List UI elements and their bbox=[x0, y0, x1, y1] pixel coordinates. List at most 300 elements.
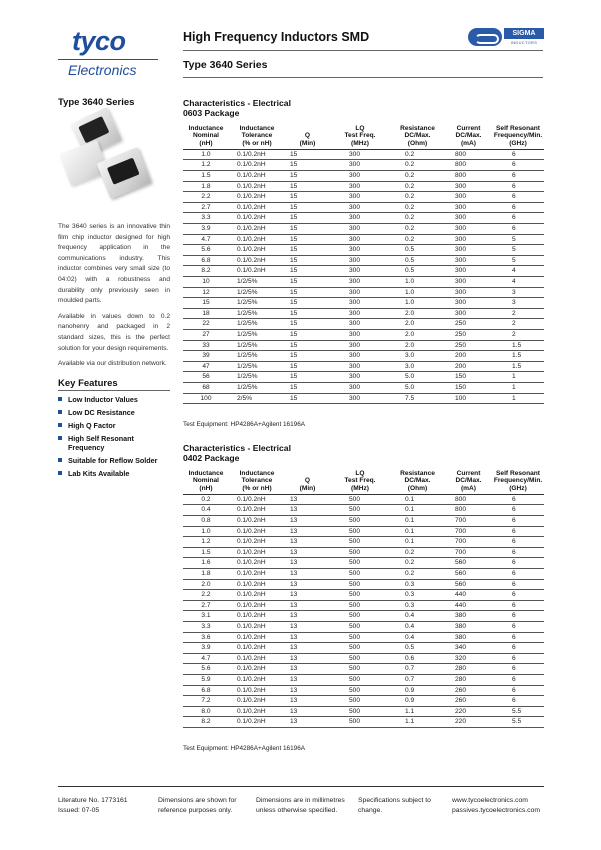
table-cell: 1.5 bbox=[492, 351, 544, 362]
table-cell: 500 bbox=[330, 600, 390, 611]
table-cell: 560 bbox=[445, 569, 492, 580]
table-cell: 5 bbox=[492, 234, 544, 245]
table-cell: 0.1/0.2nH bbox=[229, 192, 285, 203]
table-cell: 15 bbox=[285, 351, 330, 362]
table-row bbox=[183, 329, 544, 340]
column-header-line: Frequency/Min. bbox=[493, 477, 543, 485]
product-photo bbox=[58, 110, 158, 205]
table-cell: 0.9 bbox=[390, 696, 445, 707]
table-cell: 18 bbox=[183, 308, 229, 319]
table-cell: 6 bbox=[492, 494, 544, 505]
table-cell: 15 bbox=[183, 298, 229, 309]
test-equipment-note: Test Equipment: HP4286A+Agilent 16196A bbox=[183, 745, 306, 752]
table-row bbox=[183, 558, 544, 569]
table-cell: 0.1/0.2nH bbox=[229, 537, 285, 548]
table-row bbox=[183, 393, 544, 404]
table-cell: 1 bbox=[492, 393, 544, 404]
key-feature-label: Suitable for Reflow Solder bbox=[68, 456, 158, 465]
table-cell: 100 bbox=[445, 393, 492, 404]
table-cell: 440 bbox=[445, 590, 492, 601]
header-rule-bottom bbox=[183, 77, 543, 78]
table-cell: 500 bbox=[330, 516, 390, 527]
table-cell: 500 bbox=[330, 558, 390, 569]
table-cell: 300 bbox=[330, 160, 390, 171]
table-row bbox=[183, 277, 544, 288]
table-cell: 15 bbox=[285, 171, 330, 182]
table-cell: 0.8 bbox=[183, 516, 229, 527]
table-cell: 5.6 bbox=[183, 245, 229, 256]
logo-wordmark: tyco bbox=[72, 26, 126, 56]
table-cell: 6 bbox=[492, 685, 544, 696]
table-cell: 0.7 bbox=[390, 674, 445, 685]
key-feature-item bbox=[58, 408, 170, 417]
table-cell: 7.2 bbox=[183, 696, 229, 707]
table-cell: 1.1 bbox=[390, 717, 445, 728]
table-cell: 22 bbox=[183, 319, 229, 330]
table-row bbox=[183, 192, 544, 203]
table-row bbox=[183, 600, 544, 611]
table-cell: 13 bbox=[285, 674, 330, 685]
table-cell: 0.1/0.2nH bbox=[229, 494, 285, 505]
table-cell: 500 bbox=[330, 611, 390, 622]
column-header-line: DC/Max. bbox=[455, 477, 482, 485]
table-cell: 39 bbox=[183, 351, 229, 362]
table-cell: 6.8 bbox=[183, 685, 229, 696]
table-cell: 0.1/0.2nH bbox=[229, 664, 285, 675]
table-cell: 13 bbox=[285, 505, 330, 516]
table-cell: 15 bbox=[285, 224, 330, 235]
footer-dimensions-reference bbox=[158, 796, 248, 816]
table-cell: 0.1/0.2nH bbox=[229, 706, 285, 717]
table-cell: 500 bbox=[330, 696, 390, 707]
table-cell: 15 bbox=[285, 149, 330, 160]
table-cell: 0.5 bbox=[390, 643, 445, 654]
table-cell: 300 bbox=[330, 202, 390, 213]
table-cell: 0.2 bbox=[390, 160, 445, 171]
characteristics-table-0603 bbox=[183, 125, 544, 404]
table-cell: 13 bbox=[285, 547, 330, 558]
table-cell: 0.1/0.2nH bbox=[229, 505, 285, 516]
table-cell: 3 bbox=[492, 287, 544, 298]
description-paragraph: Available in values down to 0.2 nanohenry and packaged in 2 standard sizes, this is the perfect solution for your design requirements. bbox=[58, 312, 170, 352]
table-cell: 220 bbox=[445, 706, 492, 717]
table-cell: 68 bbox=[183, 382, 229, 393]
table-row bbox=[183, 181, 544, 192]
table-cell: 500 bbox=[330, 494, 390, 505]
table-cell: 15 bbox=[285, 202, 330, 213]
footer-text: Specifications subject to bbox=[358, 797, 431, 804]
table-cell: 2.0 bbox=[390, 308, 445, 319]
table-cell: 0.2 bbox=[390, 224, 445, 235]
table-row bbox=[183, 674, 544, 685]
table-cell: 0.4 bbox=[390, 622, 445, 633]
table-cell: 300 bbox=[445, 192, 492, 203]
table-cell: 300 bbox=[330, 340, 390, 351]
table-cell: 2.2 bbox=[183, 192, 229, 203]
sigma-inductors-logo bbox=[468, 28, 544, 46]
header-row bbox=[183, 470, 544, 494]
table-cell: 6 bbox=[492, 224, 544, 235]
table-cell: 700 bbox=[445, 516, 492, 527]
table-cell: 150 bbox=[445, 382, 492, 393]
table-cell: 0.2 bbox=[390, 213, 445, 224]
chip-inductor-image bbox=[96, 147, 151, 199]
key-feature-item bbox=[58, 434, 170, 452]
table-row bbox=[183, 579, 544, 590]
table-cell: 2.0 bbox=[390, 329, 445, 340]
table-cell: 1.5 bbox=[492, 340, 544, 351]
tyco-electronics-logo bbox=[58, 28, 168, 78]
column-header-line: (% or nH) bbox=[242, 139, 272, 147]
table-cell: 300 bbox=[330, 234, 390, 245]
table-cell: 0.1 bbox=[390, 516, 445, 527]
table-cell: 15 bbox=[285, 287, 330, 298]
literature-number: Literature No. 1773161 bbox=[58, 797, 128, 804]
table-cell: 1/2/5% bbox=[229, 298, 285, 309]
column-header bbox=[390, 125, 445, 149]
table-body bbox=[183, 149, 544, 403]
table-cell: 0.1/0.2nH bbox=[229, 224, 285, 235]
table-cell: 300 bbox=[330, 181, 390, 192]
table-cell: 1/2/5% bbox=[229, 372, 285, 383]
column-header-line: Current bbox=[456, 470, 481, 477]
table-cell: 4.7 bbox=[183, 653, 229, 664]
column-header-line: (mA) bbox=[460, 484, 477, 492]
footer-text: change. bbox=[358, 807, 383, 814]
table-cell: 6 bbox=[492, 579, 544, 590]
table-cell: 300 bbox=[445, 181, 492, 192]
table-cell: 500 bbox=[330, 706, 390, 717]
footer-literature bbox=[58, 796, 148, 816]
table-0402-title bbox=[183, 443, 291, 463]
table-cell: 0.1/0.2nH bbox=[229, 526, 285, 537]
table-cell: 0.2 bbox=[390, 558, 445, 569]
table-cell: 15 bbox=[285, 160, 330, 171]
table-cell: 6 bbox=[492, 547, 544, 558]
table-cell: 300 bbox=[445, 255, 492, 266]
table-cell: 300 bbox=[330, 224, 390, 235]
table-cell: 3.0 bbox=[390, 351, 445, 362]
table-cell: 6 bbox=[492, 213, 544, 224]
table-row bbox=[183, 590, 544, 601]
table-cell: 0.1/0.2nH bbox=[229, 622, 285, 633]
table-cell: 500 bbox=[330, 590, 390, 601]
column-header-line: (% or nH) bbox=[242, 484, 272, 492]
table-cell: 300 bbox=[445, 287, 492, 298]
table-row bbox=[183, 255, 544, 266]
table-cell: 6 bbox=[492, 160, 544, 171]
table-cell: 13 bbox=[285, 622, 330, 633]
table-cell: 13 bbox=[285, 643, 330, 654]
table-cell: 13 bbox=[285, 590, 330, 601]
table-cell: 300 bbox=[330, 245, 390, 256]
key-features-title: Key Features bbox=[58, 378, 118, 389]
table-cell: 0.1/0.2nH bbox=[229, 255, 285, 266]
table-row bbox=[183, 569, 544, 580]
column-header-line: Inductance bbox=[188, 125, 224, 132]
column-header bbox=[285, 125, 330, 149]
table-cell: 6 bbox=[492, 611, 544, 622]
column-header-line: (GHz) bbox=[509, 139, 527, 147]
column-header-line: (MHz) bbox=[351, 139, 369, 147]
column-header bbox=[183, 125, 229, 149]
table-cell: 2 bbox=[492, 308, 544, 319]
table-header bbox=[183, 125, 544, 149]
table-cell: 6 bbox=[492, 537, 544, 548]
column-header bbox=[445, 125, 492, 149]
footer-rule bbox=[58, 786, 544, 787]
table-cell: 380 bbox=[445, 632, 492, 643]
table-cell: 0.1/0.2nH bbox=[229, 696, 285, 707]
table-cell: 3.0 bbox=[390, 361, 445, 372]
table-cell: 500 bbox=[330, 643, 390, 654]
table-row bbox=[183, 526, 544, 537]
table-cell: 560 bbox=[445, 558, 492, 569]
table-cell: 300 bbox=[330, 393, 390, 404]
table-cell: 6 bbox=[492, 569, 544, 580]
table-cell: 15 bbox=[285, 329, 330, 340]
test-equipment-note: Test Equipment: HP4286A+Agilent 16196A bbox=[183, 421, 306, 428]
table-cell: 0.1/0.2nH bbox=[229, 611, 285, 622]
table-cell: 6 bbox=[492, 696, 544, 707]
table-row bbox=[183, 547, 544, 558]
table-cell: 300 bbox=[330, 372, 390, 383]
table-cell: 300 bbox=[445, 224, 492, 235]
column-header-line: Q bbox=[304, 477, 311, 485]
table-cell: 1.5 bbox=[183, 547, 229, 558]
table-cell: 15 bbox=[285, 245, 330, 256]
table-cell: 2.0 bbox=[183, 579, 229, 590]
table-row bbox=[183, 717, 544, 728]
table-cell: 6 bbox=[492, 202, 544, 213]
table-cell: 0.9 bbox=[390, 685, 445, 696]
column-header-line: Frequency/Min. bbox=[493, 132, 543, 140]
table-cell: 1.0 bbox=[390, 298, 445, 309]
column-header-line: Resistance bbox=[400, 470, 435, 477]
table-cell: 250 bbox=[445, 329, 492, 340]
table-cell: 2.7 bbox=[183, 202, 229, 213]
table-cell: 0.2 bbox=[390, 547, 445, 558]
table-cell: 15 bbox=[285, 255, 330, 266]
table-cell: 1 bbox=[492, 382, 544, 393]
table-cell: 1/2/5% bbox=[229, 382, 285, 393]
column-header-line: Test Freq. bbox=[344, 477, 376, 485]
column-header-line: Test Freq. bbox=[344, 132, 376, 140]
table-row bbox=[183, 494, 544, 505]
table-cell: 500 bbox=[330, 685, 390, 696]
table-cell: 800 bbox=[445, 171, 492, 182]
column-header-line: Inductance bbox=[188, 470, 224, 477]
table-cell: 500 bbox=[330, 579, 390, 590]
column-header bbox=[492, 125, 544, 149]
table-cell: 6 bbox=[492, 558, 544, 569]
table-cell: 13 bbox=[285, 632, 330, 643]
table-cell: 2/5% bbox=[229, 393, 285, 404]
table-cell: 3.3 bbox=[183, 622, 229, 633]
table-cell: 0.1/0.2nH bbox=[229, 717, 285, 728]
table-cell: 15 bbox=[285, 266, 330, 277]
table-cell: 6.8 bbox=[183, 255, 229, 266]
table-cell: 2 bbox=[492, 329, 544, 340]
table-cell: 300 bbox=[445, 202, 492, 213]
table-cell: 500 bbox=[330, 622, 390, 633]
column-header-line: Tolerance bbox=[241, 132, 273, 140]
table-cell: 1/2/5% bbox=[229, 308, 285, 319]
table-cell: 5.5 bbox=[492, 706, 544, 717]
table-cell: 13 bbox=[285, 516, 330, 527]
key-feature-item bbox=[58, 469, 170, 478]
column-header bbox=[285, 470, 330, 494]
table-cell: 15 bbox=[285, 308, 330, 319]
table-cell: 15 bbox=[285, 192, 330, 203]
table-cell: 800 bbox=[445, 505, 492, 516]
table-cell: 300 bbox=[330, 213, 390, 224]
table-cell: 13 bbox=[285, 696, 330, 707]
column-header bbox=[492, 470, 544, 494]
table-cell: 1/2/5% bbox=[229, 277, 285, 288]
table-cell: 700 bbox=[445, 537, 492, 548]
table-cell: 500 bbox=[330, 717, 390, 728]
table-cell: 13 bbox=[285, 526, 330, 537]
table-row bbox=[183, 696, 544, 707]
table-cell: 340 bbox=[445, 643, 492, 654]
column-header-line: DC/Max. bbox=[404, 477, 431, 485]
column-header-line: Inductance bbox=[239, 125, 275, 132]
table-cell: 300 bbox=[330, 351, 390, 362]
logo-divider bbox=[58, 59, 158, 60]
description-paragraph: The 3640 series is an innovative thin film chip inductor designed for high frequency application in the communications industry. This inductor combines very small size (to 04:02) with a robustness and durability only previously seen in moulded parts. bbox=[58, 223, 170, 305]
column-header-line: Resistance bbox=[400, 125, 435, 132]
table-cell: 6 bbox=[492, 590, 544, 601]
table-cell: 6 bbox=[492, 181, 544, 192]
table-cell: 5.9 bbox=[183, 674, 229, 685]
table-cell: 0.1/0.2nH bbox=[229, 653, 285, 664]
table-cell: 260 bbox=[445, 685, 492, 696]
table-cell: 5.5 bbox=[492, 717, 544, 728]
table-cell: 0.1/0.2nH bbox=[229, 579, 285, 590]
table-cell: 0.1/0.2nH bbox=[229, 632, 285, 643]
table-cell: 0.5 bbox=[390, 266, 445, 277]
bullet-square-icon bbox=[58, 471, 62, 475]
key-feature-label: Low Inductor Values bbox=[68, 395, 138, 404]
table-cell: 15 bbox=[285, 319, 330, 330]
table-cell: 1/2/5% bbox=[229, 329, 285, 340]
table-cell: 8.2 bbox=[183, 266, 229, 277]
table-cell: 6 bbox=[492, 643, 544, 654]
column-header-line: (nH) bbox=[199, 484, 213, 492]
table-cell: 13 bbox=[285, 706, 330, 717]
table-row bbox=[183, 287, 544, 298]
table-cell: 3.3 bbox=[183, 213, 229, 224]
table-cell: 300 bbox=[445, 213, 492, 224]
table-cell: 0.5 bbox=[390, 255, 445, 266]
table-cell: 300 bbox=[330, 287, 390, 298]
table-cell: 500 bbox=[330, 653, 390, 664]
table-row bbox=[183, 653, 544, 664]
table-row bbox=[183, 664, 544, 675]
table-header bbox=[183, 470, 544, 494]
table-row bbox=[183, 340, 544, 351]
footer-websites bbox=[452, 796, 552, 816]
table-cell: 260 bbox=[445, 696, 492, 707]
column-header-line: Self Resonant bbox=[496, 125, 540, 132]
table-row bbox=[183, 202, 544, 213]
footer-text: Dimensions are shown for bbox=[158, 797, 237, 804]
sigma-brand-sub: INDUCTORS bbox=[510, 40, 538, 45]
table-cell: 13 bbox=[285, 537, 330, 548]
table-cell: 0.1/0.2nH bbox=[229, 643, 285, 654]
table-cell: 6 bbox=[492, 526, 544, 537]
table-cell: 15 bbox=[285, 393, 330, 404]
table-cell: 1/2/5% bbox=[229, 287, 285, 298]
table-cell: 500 bbox=[330, 505, 390, 516]
key-feature-item bbox=[58, 395, 170, 404]
table-cell: 1.0 bbox=[390, 277, 445, 288]
table-cell: 0.1 bbox=[390, 494, 445, 505]
table-cell: 15 bbox=[285, 361, 330, 372]
column-header-line: (nH) bbox=[199, 139, 213, 147]
table-cell: 220 bbox=[445, 717, 492, 728]
table-cell: 13 bbox=[285, 558, 330, 569]
header-rule-top bbox=[183, 50, 543, 51]
table-cell: 0.6 bbox=[390, 653, 445, 664]
website-link[interactable]: passives.tycoelectronics.com bbox=[452, 807, 541, 814]
table-body bbox=[183, 494, 544, 727]
column-header-line: Current bbox=[456, 125, 481, 132]
table-cell: 47 bbox=[183, 361, 229, 372]
table-cell: 300 bbox=[330, 382, 390, 393]
table-row bbox=[183, 298, 544, 309]
table-cell: 13 bbox=[285, 653, 330, 664]
column-header-line: (Ohm) bbox=[407, 484, 428, 492]
table-cell: 4 bbox=[492, 266, 544, 277]
table-row bbox=[183, 149, 544, 160]
table-cell: 0.3 bbox=[390, 590, 445, 601]
table-cell: 300 bbox=[445, 245, 492, 256]
table-cell: 0.2 bbox=[390, 234, 445, 245]
footer-text: Dimensions are in millimetres bbox=[256, 797, 345, 804]
table-cell: 15 bbox=[285, 372, 330, 383]
column-header bbox=[229, 125, 285, 149]
table-cell: 13 bbox=[285, 664, 330, 675]
table-cell: 13 bbox=[285, 685, 330, 696]
table-cell: 0.2 bbox=[183, 494, 229, 505]
table-row bbox=[183, 372, 544, 383]
table-cell: 6 bbox=[492, 192, 544, 203]
table-cell: 6 bbox=[492, 171, 544, 182]
table-cell: 7.5 bbox=[390, 393, 445, 404]
table-cell: 300 bbox=[445, 234, 492, 245]
table-cell: 300 bbox=[330, 298, 390, 309]
table-cell: 15 bbox=[285, 382, 330, 393]
table-row bbox=[183, 361, 544, 372]
table-cell: 0.4 bbox=[390, 611, 445, 622]
table-cell: 2.0 bbox=[390, 340, 445, 351]
table-cell: 700 bbox=[445, 547, 492, 558]
table-cell: 15 bbox=[285, 298, 330, 309]
characteristics-table-0402 bbox=[183, 470, 544, 728]
table-cell: 0.1/0.2nH bbox=[229, 547, 285, 558]
table-cell: 3 bbox=[492, 298, 544, 309]
table-cell: 300 bbox=[330, 171, 390, 182]
website-link[interactable]: www.tycoelectronics.com bbox=[452, 797, 528, 804]
table-cell: 6 bbox=[492, 149, 544, 160]
header-row bbox=[183, 125, 544, 149]
table-cell: 0.4 bbox=[183, 505, 229, 516]
table-cell: 300 bbox=[330, 255, 390, 266]
table-cell: 3.1 bbox=[183, 611, 229, 622]
footer-specifications bbox=[358, 796, 438, 816]
